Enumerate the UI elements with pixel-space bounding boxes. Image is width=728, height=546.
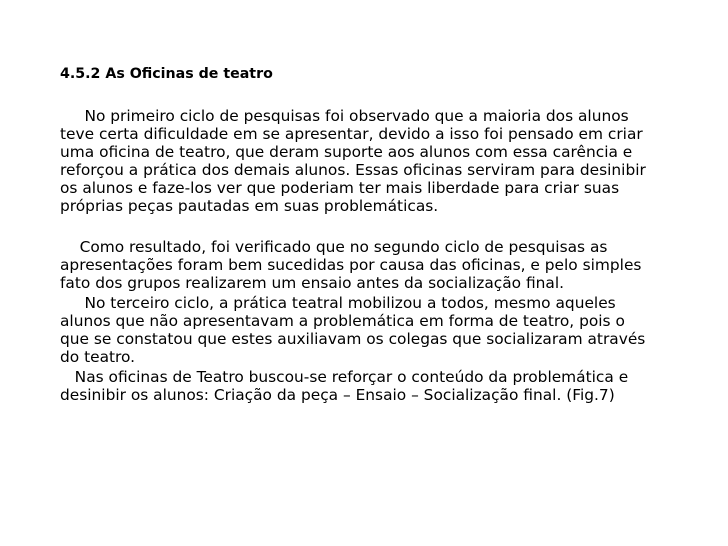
paragraph-terceiro-ciclo [60,294,680,366]
text-line: No primeiro ciclo de pesquisas foi observado que a maioria dos alunos [60,107,629,125]
text-line: Nas oficinas de Teatro buscou-se reforçar o conteúdo da problemática e [60,368,629,386]
text-line: desinibir os alunos: Criação da peça – Ensaio – Socialização final. (Fig.7) [60,386,615,404]
text-line: alunos que não apresentavam a problemática em forma de teatro, pois o [60,312,625,330]
text-line: Como resultado, foi verificado que no segundo ciclo de pesquisas as [60,238,608,256]
text-line: do teatro. [60,348,136,366]
text-line: No terceiro ciclo, a prática teatral mobilizou a todos, mesmo aqueles [60,294,616,312]
section-heading: 4.5.2 As Oficinas de teatro [60,66,273,82]
paragraph-oficinas-teatro [60,368,680,404]
text-line: fato dos grupos realizarem um ensaio antes da socialização final. [60,274,565,292]
text-line: apresentações foram bem sucedidas por causa das oficinas, e pelo simples [60,256,642,274]
paragraph-segundo-ciclo [60,238,680,292]
text-line: próprias peças pautadas em suas problemáticas. [60,197,439,215]
text-line: reforçou a prática dos demais alunos. Essas oficinas serviram para desinibir [60,161,646,179]
paragraph-primeiro-ciclo [60,107,680,215]
text-line: uma oficina de teatro, que deram suporte aos alunos com essa carência e [60,143,633,161]
text-line: que se constatou que estes auxiliavam os colegas que socializaram através [60,330,646,348]
text-line: teve certa dificuldade em se apresentar, devido a isso foi pensado em criar [60,125,643,143]
text-line: os alunos e faze-los ver que poderiam ter mais liberdade para criar suas [60,179,620,197]
